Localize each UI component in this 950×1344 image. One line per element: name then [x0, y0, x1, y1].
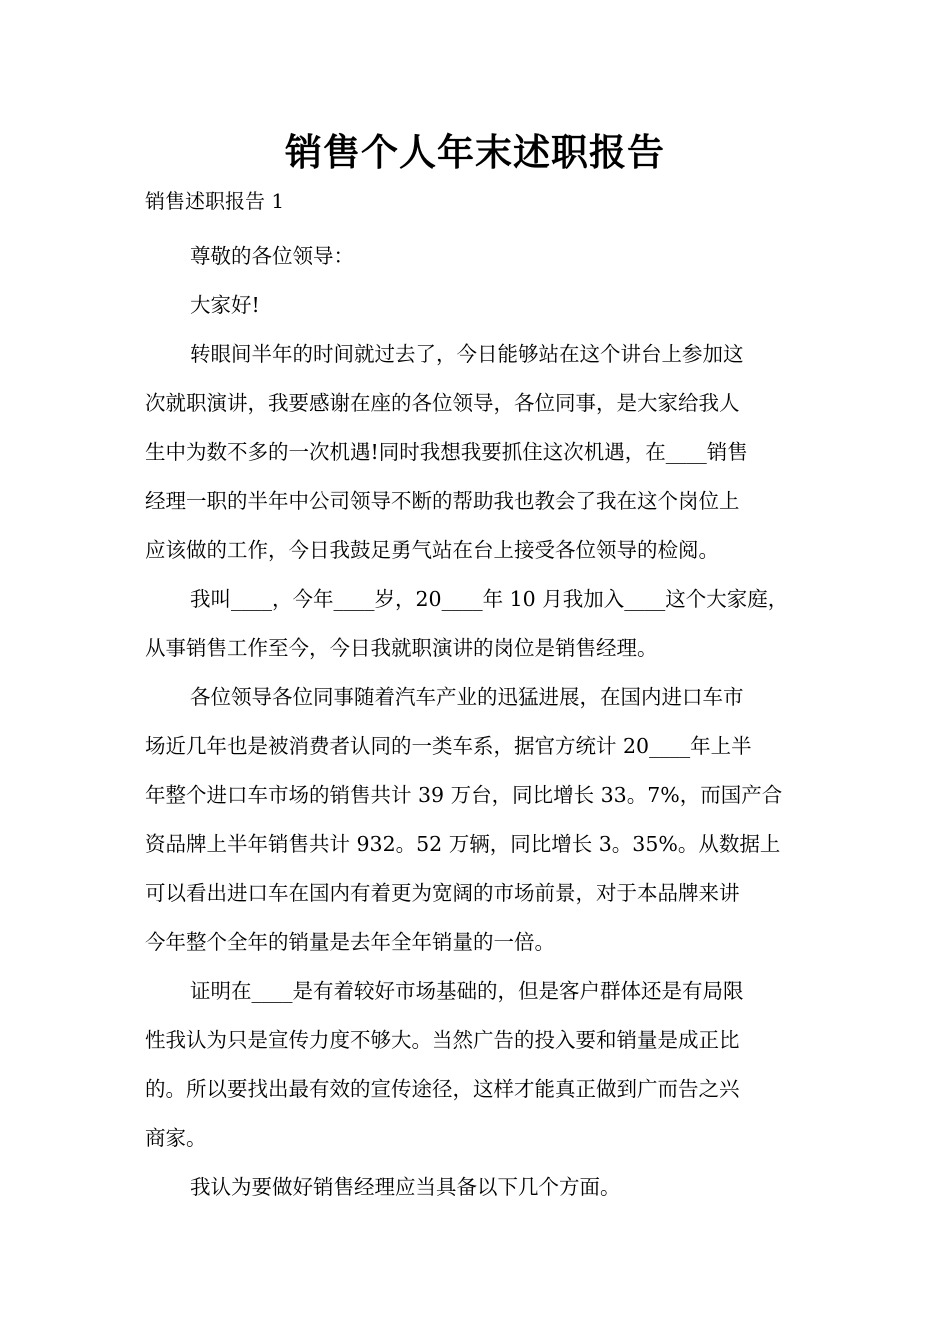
paragraph-line: 次就职演讲，我要感谢在座的各位领导，各位同事，是大家给我人 [145, 391, 740, 415]
paragraph [145, 1163, 809, 1212]
paragraph-line: 性我认为只是宣传力度不够大。当然广告的投入要和销量是成正比 [145, 1028, 740, 1052]
paragraph-line: 我叫____，今年____岁，20____年 10 月我加入____这个大家庭， [190, 587, 789, 611]
paragraph [145, 673, 809, 967]
paragraph-line: 场近几年也是被消费者认同的一类车系，据官方统计 20____年上半 [145, 734, 752, 758]
paragraph [145, 232, 809, 281]
document-title: 销售个人年末述职报告 [285, 131, 665, 174]
paragraph-line: 我认为要做好销售经理应当具备以下几个方面。 [190, 1175, 621, 1199]
paragraph [145, 281, 809, 330]
paragraph-line: 今年整个全年的销量是去年全年销量的一倍。 [145, 930, 555, 954]
paragraph [145, 575, 809, 673]
paragraph [145, 967, 809, 1163]
paragraph-line: 大家好! [190, 293, 260, 317]
paragraph-line: 可以看出进口车在国内有着更为宽阔的市场前景，对于本品牌来讲 [145, 881, 740, 905]
paragraph [145, 330, 809, 575]
paragraph-line: 的。所以要找出最有效的宣传途径，这样才能真正做到广而告之兴 [145, 1077, 740, 1101]
paragraph-line: 生中为数不多的一次机遇!同时我想我要抓住这次机遇，在____销售 [145, 440, 748, 464]
paragraph-line: 尊敬的各位领导： [190, 244, 354, 268]
paragraph-line: 商家。 [145, 1126, 207, 1150]
paragraph-line: 资品牌上半年销售共计 932。52 万辆，同比增长 3。35%。从数据上 [145, 832, 781, 856]
document-body [145, 232, 809, 1212]
paragraph-line: 从事销售工作至今，今日我就职演讲的岗位是销售经理。 [145, 636, 658, 660]
document-subtitle: 销售述职报告 1 [145, 189, 285, 213]
paragraph-line: 经理一职的半年中公司领导不断的帮助我也教会了我在这个岗位上 [145, 489, 740, 513]
paragraph-line: 证明在____是有着较好市场基础的，但是客户群体还是有局限 [190, 979, 744, 1003]
paragraph-line: 年整个进口车市场的销售共计 39 万台，同比增长 33。7%，而国产合 [145, 783, 783, 807]
paragraph-line: 各位领导各位同事随着汽车产业的迅猛进展，在国内进口车市 [190, 685, 744, 709]
paragraph-line: 应该做的工作，今日我鼓足勇气站在台上接受各位领导的检阅。 [145, 538, 719, 562]
paragraph-line: 转眼间半年的时间就过去了，今日能够站在这个讲台上参加这 [190, 342, 744, 366]
